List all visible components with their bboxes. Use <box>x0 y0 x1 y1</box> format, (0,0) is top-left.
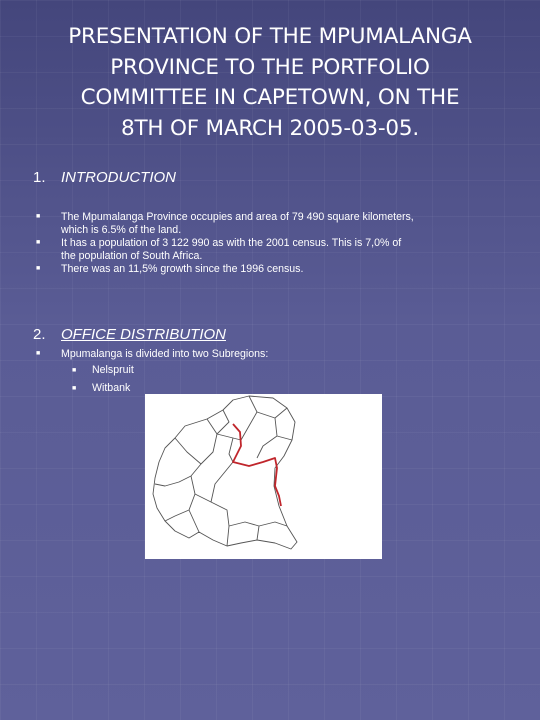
subregion-name: Nelspruit <box>92 364 134 376</box>
office-bullet-list <box>36 348 506 362</box>
bullet-line: Mpumalanga is divided into two Subregions: <box>61 348 269 360</box>
square-bullet-icon: ■ <box>72 367 77 374</box>
district-boundary <box>229 522 259 540</box>
district-boundary <box>229 438 233 462</box>
bullet-line: which is 6.5% of the land. <box>61 223 182 236</box>
section-heading-text: OFFICE DISTRIBUTION <box>61 326 226 343</box>
introduction-bullet-list <box>36 211 506 277</box>
title-line: PROVINCE TO THE PORTFOLIO <box>110 54 430 80</box>
district-boundary <box>217 434 241 440</box>
introduction-heading <box>33 169 176 186</box>
bullet-line: There was an 11,5% growth since the 1996 census. <box>61 263 304 276</box>
district-boundary <box>217 410 229 434</box>
province-map <box>145 394 382 559</box>
section-number: 2. <box>33 326 46 343</box>
district-boundary <box>241 412 257 440</box>
section-heading-text: INTRODUCTION <box>61 169 176 186</box>
district-boundary <box>259 522 287 526</box>
list-item <box>36 237 506 262</box>
square-bullet-icon: ■ <box>36 265 41 273</box>
office-distribution-heading <box>33 326 226 343</box>
province-map-graphic <box>145 394 382 559</box>
list-item <box>36 211 506 236</box>
square-bullet-icon: ■ <box>36 239 41 247</box>
bullet-line: The Mpumalanga Province occupies and area of 79 490 square kilometers, <box>61 211 414 223</box>
slide-title <box>20 22 520 144</box>
square-bullet-icon: ■ <box>36 213 41 220</box>
section-number: 1. <box>33 169 46 186</box>
subregion-divider <box>233 424 281 506</box>
list-item <box>72 380 134 398</box>
district-boundary <box>275 418 292 440</box>
subregion-name: Witbank <box>92 381 131 394</box>
list-item <box>72 362 134 380</box>
square-bullet-icon: ■ <box>36 350 41 357</box>
district-boundary <box>155 419 217 486</box>
district-boundary <box>189 510 199 532</box>
list-item <box>36 348 506 361</box>
bullet-line: It has a population of 3 122 990 as with the 2001 census. This is 7,0% of <box>61 237 402 250</box>
list-item <box>36 263 506 276</box>
title-line: PRESENTATION OF THE MPUMALANGA <box>68 24 472 49</box>
district-boundary <box>211 462 233 502</box>
district-boundary <box>195 494 229 546</box>
square-bullet-icon: ■ <box>72 384 77 392</box>
district-boundary <box>175 438 201 464</box>
district-boundary <box>257 436 277 458</box>
subregion-list <box>72 362 134 397</box>
district-boundary <box>249 396 287 418</box>
title-line: 8TH OF MARCH 2005-03-05. <box>120 115 420 141</box>
bullet-line: the population of South Africa. <box>61 249 203 262</box>
title-line: COMMITTEE IN CAPETOWN, ON THE <box>80 85 460 110</box>
